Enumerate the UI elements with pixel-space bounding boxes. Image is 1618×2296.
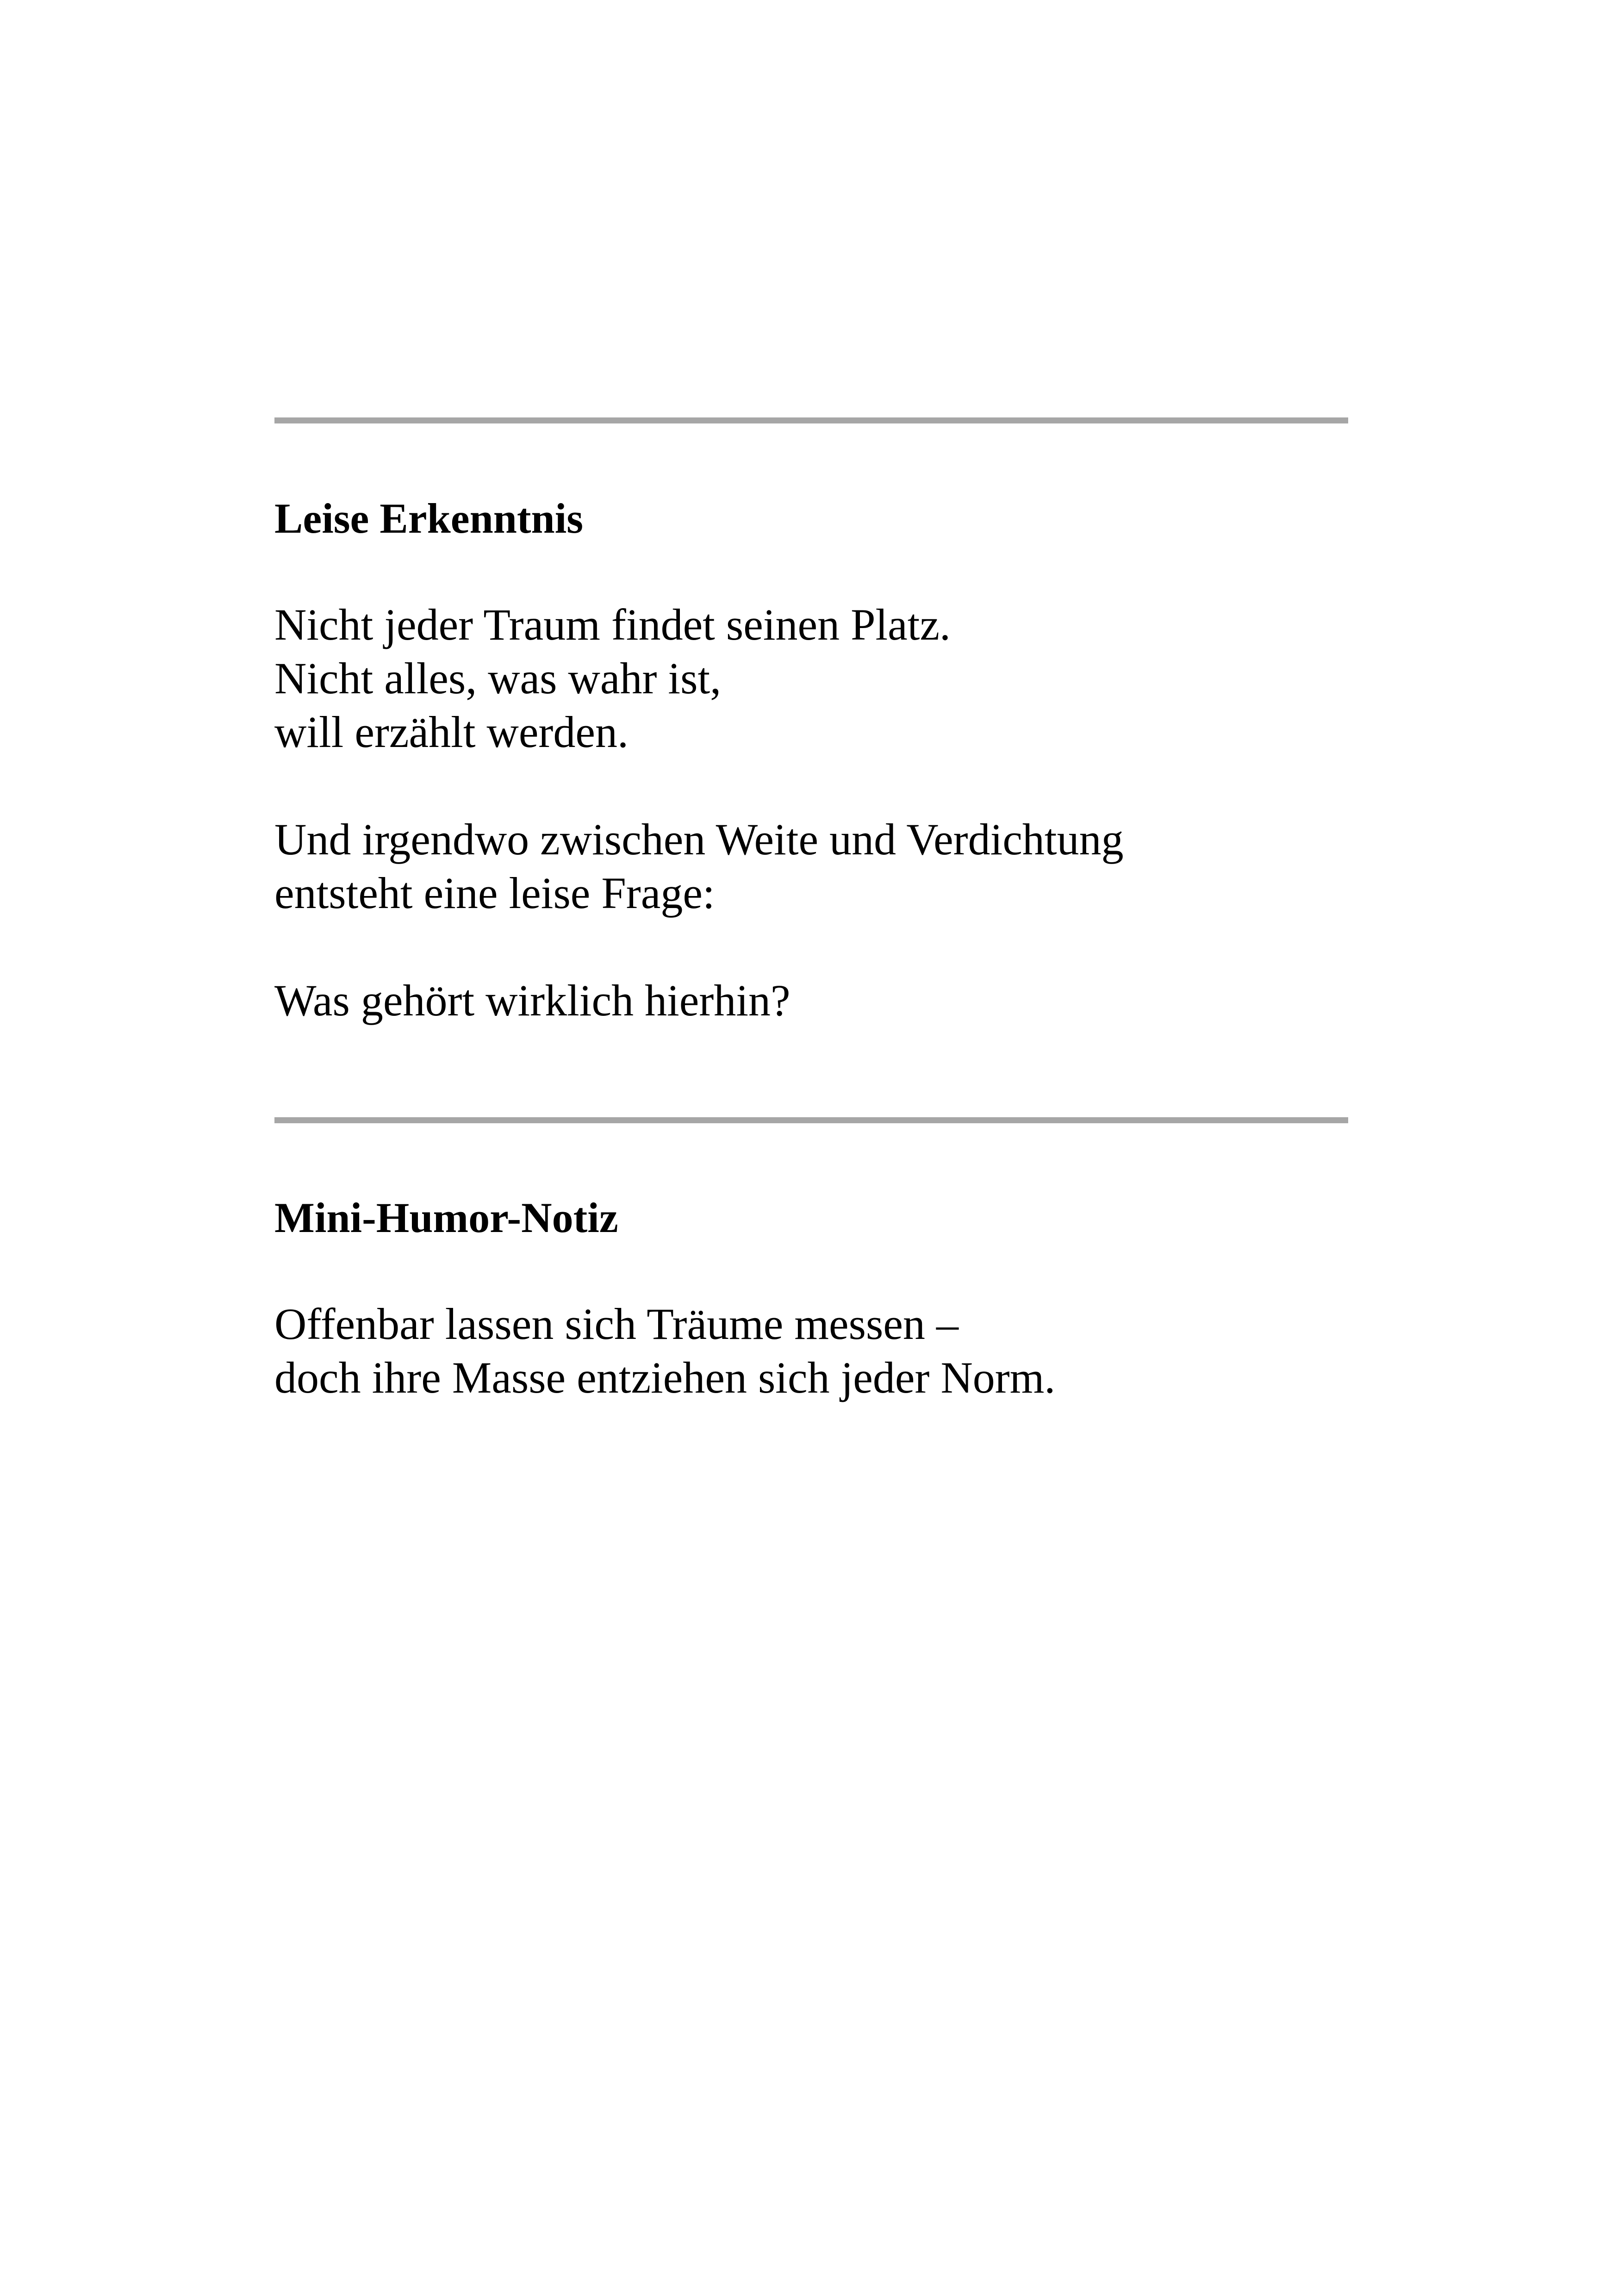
verse-line: Offenbar lassen sich Träume messen – <box>274 1299 958 1349</box>
verse-line: will erzählt werden. <box>274 707 629 757</box>
section-title: Mini-Humor-Notiz <box>274 1194 618 1241</box>
verse-line: doch ihre Masse entziehen sich jeder Norm. <box>274 1353 1056 1402</box>
section-title: Leise Erkenntnis <box>274 495 584 542</box>
verse-line: entsteht eine leise Frage: <box>274 868 715 918</box>
stanza <box>274 1297 1055 1405</box>
stanza <box>274 598 951 759</box>
stanza <box>274 813 1124 920</box>
verse-line: Und irgendwo zwischen Weite und Verdichtung <box>274 815 1124 864</box>
stanza <box>274 974 790 1027</box>
verse-line: Nicht jeder Traum findet seinen Platz. <box>274 600 951 649</box>
verse-line: Was gehört wirklich hierhin? <box>274 976 790 1025</box>
section-divider <box>274 1117 1348 1123</box>
section-divider <box>274 417 1348 423</box>
verse-line: Nicht alles, was wahr ist, <box>274 653 722 703</box>
